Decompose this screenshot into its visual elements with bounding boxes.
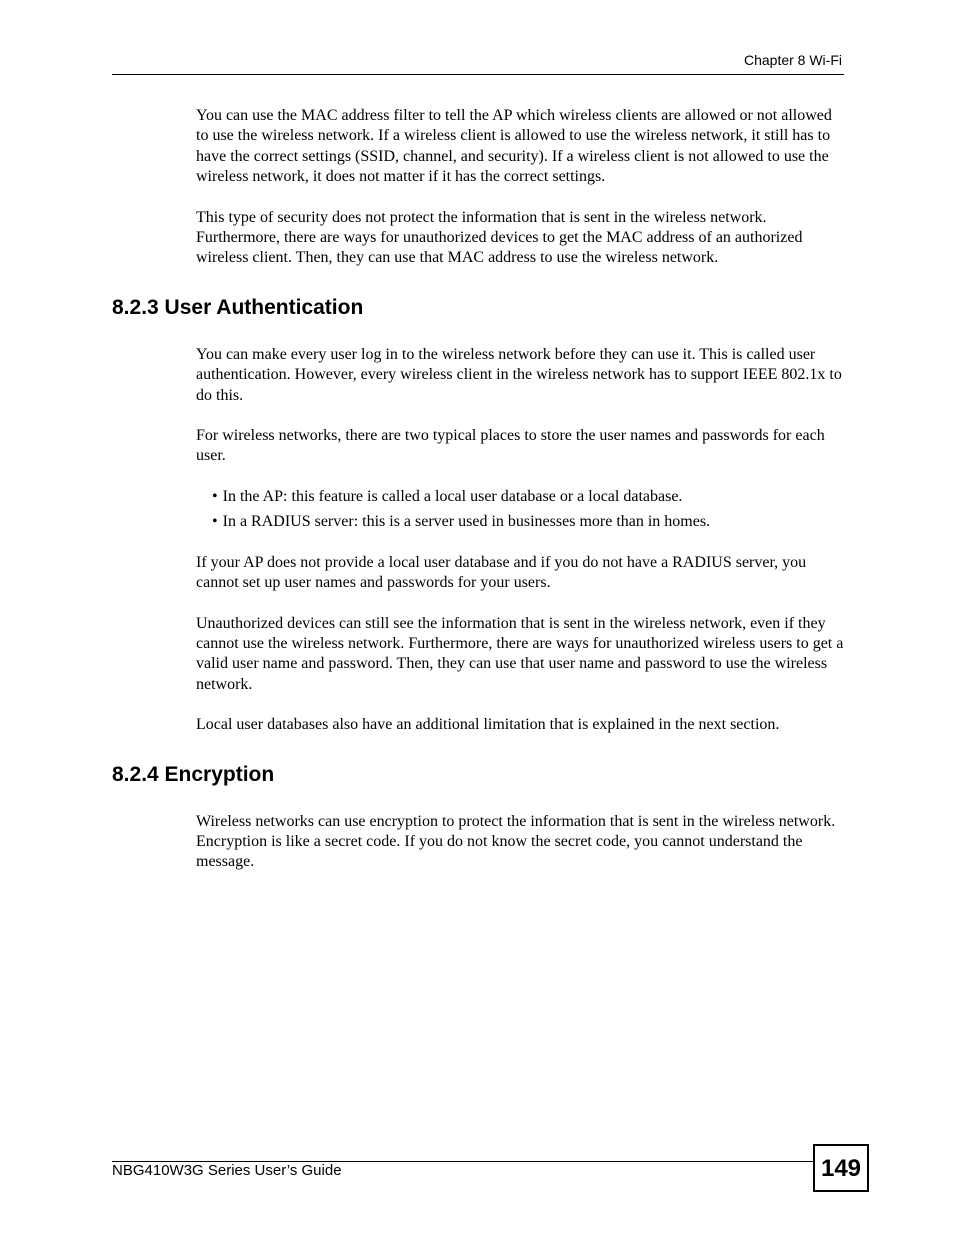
page-content: [112, 106, 844, 893]
bullet-item: • In a RADIUS server: this is a server used in businesses more than in homes.: [212, 512, 844, 532]
paragraph-mac-security: This type of security does not protect the information that is sent in the wireless network. Furthermore, there are ways for unauthorized devices to get the MAC address of an authorized wireless client. Then, they can use that MAC address to use the wireless network.: [196, 208, 803, 267]
paragraph-encryption: Wireless networks can use encryption to protect the information that is sent in the wireless network. Encryption is like a secret code. If you do not know the secret code, you cannot understand the message.: [196, 812, 836, 871]
paragraph-user-auth-intro: You can make every user log in to the wireless network before they can use it. This is called user authentication. However, every wireless client in the wireless network has to support IEEE 802.1x to do this.: [196, 345, 842, 404]
bullet-item: • In the AP: this feature is called a local user database or a local database.: [212, 487, 844, 507]
heading-user-authentication: 8.2.3 User Authentication: [112, 295, 364, 319]
page-number-box: 149: [813, 1144, 869, 1192]
storage-bullet-list: [212, 487, 844, 533]
paragraph-no-database: If your AP does not provide a local user database and if you do not have a RADIUS server, you cannot set up user names and passwords for your users.: [196, 553, 807, 592]
paragraph-mac-filter: You can use the MAC address filter to tell the AP which wireless clients are allowed or not allowed to use the wireless network. If a wireless client is allowed to use the wireless network, it still has to have the correct settings (SSID, channel, and security). If a wireless client is not allowed to use the wireless network, it does not matter if it has the correct settings.: [196, 107, 832, 186]
running-header-chapter: Chapter 8 Wi-Fi: [743, 52, 842, 68]
paragraph-local-db-limitation: Local user databases also have an additional limitation that is explained in the next section.: [196, 716, 780, 734]
paragraph-unauthorized-devices: Unauthorized devices can still see the information that is sent in the wireless network, even if they cannot use the wireless network. Furthermore, there are ways for unauthorized wireless users to get a valid user name and password. Then, they can use that user name and password to use the wireless network.: [196, 614, 844, 693]
header-divider: [112, 74, 844, 75]
heading-encryption: 8.2.4 Encryption: [112, 762, 275, 786]
footer-guide-title: NBG410W3G Series User’s Guide: [112, 1162, 342, 1179]
paragraph-user-auth-storage: For wireless networks, there are two typical places to store the user names and passwords for each user.: [196, 427, 825, 465]
